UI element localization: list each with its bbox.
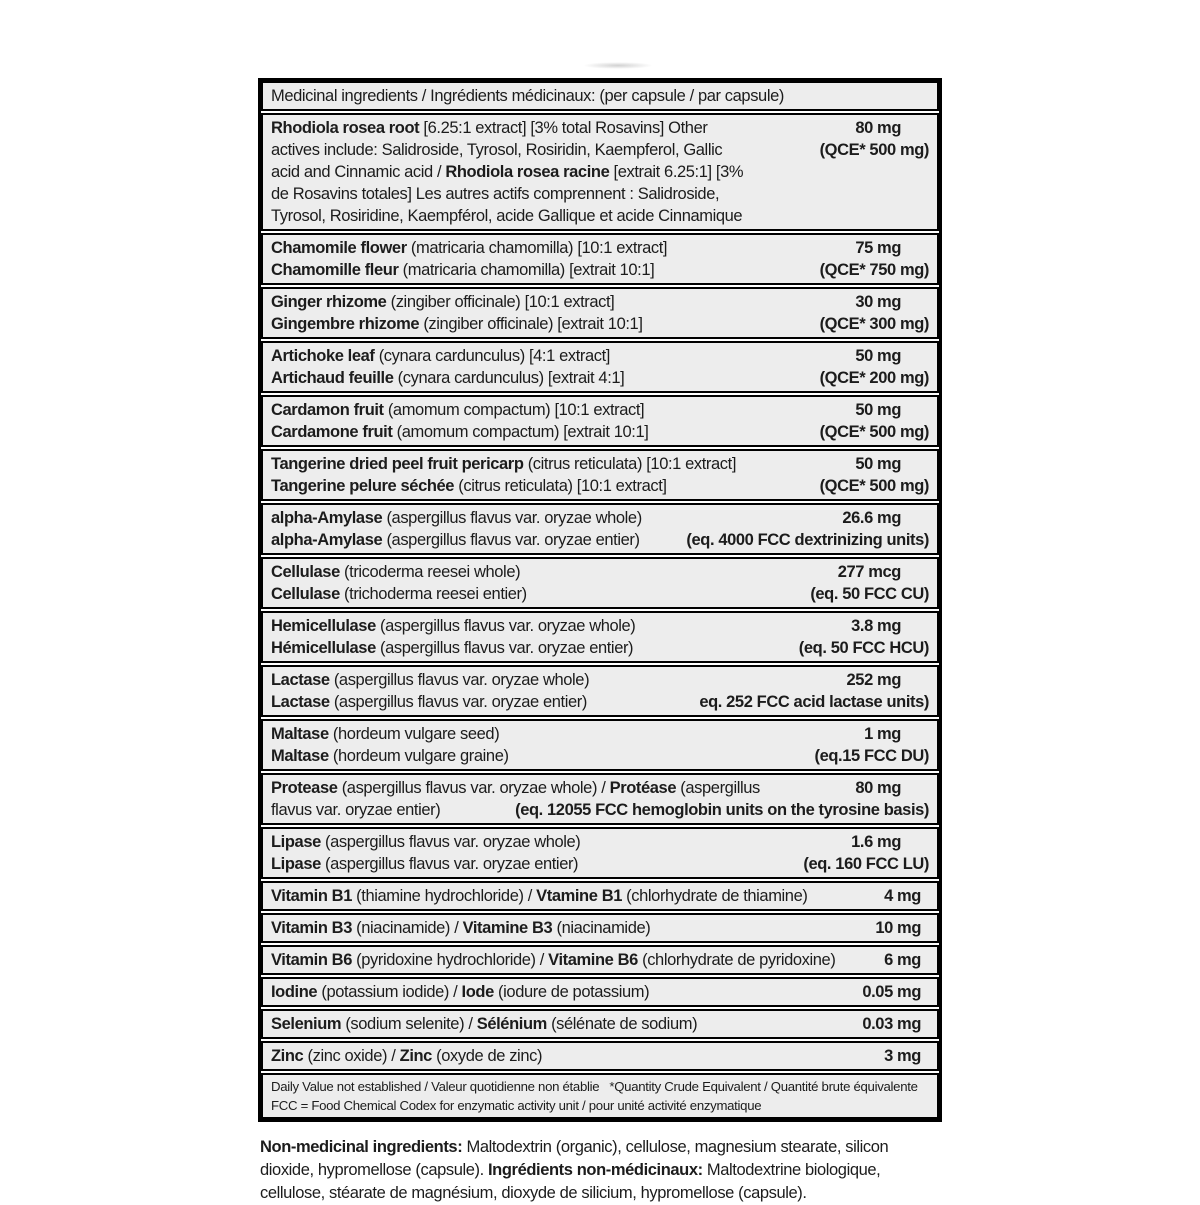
ingredient-detail: (chlorhydrate de thiamine): [622, 887, 808, 905]
ingredient-name: Iodine: [271, 983, 318, 1001]
ingredient-row-vitamin-b1: [261, 881, 939, 911]
ingredient-name: Iode: [461, 983, 494, 1001]
ingredient-detail: (potassium iodide) /: [317, 983, 462, 1001]
ingredient-row-cardamon-fruit: [261, 395, 939, 447]
ingredient-row-artichoke-leaf: [261, 341, 939, 393]
ingredient-line: [271, 1013, 929, 1035]
ingredient-text: [271, 183, 719, 205]
ingredient-row-cellulase: [261, 557, 939, 609]
ingredient-name: Vitamine B6: [548, 951, 638, 969]
amount-value: 50 mg: [855, 347, 901, 365]
ingredient-detail: (matricaria chamomilla) [10:1 extract]: [406, 239, 668, 257]
ingredient-name: Lactase: [271, 671, 330, 689]
ingredient-name: Vitamin B6: [271, 951, 352, 969]
ingredient-line: [271, 949, 929, 971]
ingredient-text: [271, 917, 650, 939]
ingredient-text: [271, 421, 648, 443]
amount-value: (QCE* 500 mg): [819, 141, 929, 159]
amount-value: 1 mg: [864, 725, 901, 743]
ingredient-name: Sélénium: [476, 1015, 547, 1033]
ingredient-line: [271, 561, 929, 583]
amount-value: 80 mg: [855, 119, 901, 137]
ingredient-row-maltase: [261, 719, 939, 771]
ingredient-detail: [6.25:1 extract] [3% total Rosavins] Other: [419, 119, 708, 137]
ingredient-detail: (matricaria chamomilla) [extrait 10:1]: [398, 261, 655, 279]
ingredient-line: [271, 507, 929, 529]
ingredient-name: Protease: [271, 779, 338, 797]
ingredient-line: [271, 291, 929, 313]
ingredient-line: [271, 831, 929, 853]
ingredient-name: Chamomile flower: [271, 239, 407, 257]
ingredient-name: Ingrédients non-médicinaux:: [488, 1161, 703, 1179]
amount-value: 75 mg: [855, 239, 901, 257]
ingredient-name: Ginger rhizome: [271, 293, 387, 311]
ingredient-name: Maltase: [271, 725, 329, 743]
ingredient-line: [271, 205, 929, 227]
ingredient-text: [271, 745, 509, 767]
ingredient-name: Cellulase: [271, 585, 340, 603]
ingredient-text: [271, 831, 580, 853]
ingredient-text: [271, 723, 499, 745]
ingredient-row-protease: [261, 773, 939, 825]
ingredient-detail: flavus var. oryzae entier): [271, 801, 441, 819]
ingredient-line: [271, 669, 929, 691]
ingredient-detail: (aspergillus: [676, 779, 760, 797]
ingredient-name: Vitamin B1: [271, 887, 352, 905]
ingredient-text: [271, 453, 736, 475]
ingredient-name: alpha-Amylase: [271, 531, 383, 549]
ingredient-detail: (sélénate de sodium): [546, 1015, 698, 1033]
ingredient-text: [271, 561, 520, 583]
ingredient-line: [271, 183, 929, 205]
ingredient-text: [271, 475, 667, 497]
ingredient-line: [271, 237, 929, 259]
ingredient-detail: (oxyde de zinc): [431, 1047, 543, 1065]
ingredient-line: [271, 421, 929, 443]
ingredient-name: Hémicellulase: [271, 639, 376, 657]
amount-value: (eq. 4000 FCC dextrinizing units): [686, 531, 929, 549]
ingredient-line: [271, 777, 929, 799]
ingredient-detail: (sodium selenite) /: [341, 1015, 477, 1033]
ingredient-line: [271, 853, 929, 875]
ingredient-detail: (aspergillus flavus var. oryzae whole): [375, 617, 636, 635]
ingredient-line: [271, 1045, 929, 1067]
ingredient-text: [271, 637, 633, 659]
ingredient-line: [271, 117, 929, 139]
ingredient-detail: Tyrosol, Rosiridine, Kaempférol, acide Gallique et acide Cinnamique: [271, 207, 743, 225]
ingredient-line: [271, 345, 929, 367]
ingredient-text: [271, 399, 644, 421]
ingredient-detail: [extrait 6.25:1] [3%: [609, 163, 744, 181]
amount-value: (eq. 12055 FCC hemoglobin units on the tyrosine basis): [515, 801, 929, 819]
ingredient-row-vitamin-b3: [261, 913, 939, 943]
ingredient-line: [271, 981, 929, 1003]
ingredient-row-vitamin-b6: [261, 945, 939, 975]
ingredient-name: Non-medicinal ingredients:: [260, 1138, 463, 1156]
amount-value: 1.6 mg: [851, 833, 901, 851]
ingredient-line: [271, 691, 929, 713]
ingredient-name: Rhodiola rosea racine: [445, 163, 610, 181]
ingredient-detail: (iodure de potassium): [493, 983, 650, 1001]
amount-value: 50 mg: [855, 455, 901, 473]
ingredient-line: [271, 475, 929, 497]
amount-value: (QCE* 500 mg): [819, 423, 929, 441]
ingredient-name: Zinc: [271, 1047, 304, 1065]
ingredient-name: Chamomille fleur: [271, 261, 399, 279]
ingredient-detail: (tricoderma reesei whole): [339, 563, 521, 581]
ingredient-text: [271, 345, 610, 367]
ingredient-detail: (pyridoxine hydrochloride) /: [351, 951, 549, 969]
ingredient-line: [271, 367, 929, 389]
ingredient-text: [271, 949, 835, 971]
ingredient-detail: (aspergillus flavus var. oryzae whole): [382, 509, 642, 527]
ingredient-detail: (aspergillus flavus var. oryzae whole): [320, 833, 581, 851]
ingredient-name: Artichoke leaf: [271, 347, 375, 365]
amount-value: (QCE* 500 mg): [819, 477, 929, 495]
ingredient-detail: (zingiber officinale) [10:1 extract]: [386, 293, 615, 311]
ingredient-name: Gingembre rhizome: [271, 315, 420, 333]
ingredient-text: [271, 777, 760, 799]
ingredient-name: Selenium: [271, 1015, 342, 1033]
ingredient-row-lactase: [261, 665, 939, 717]
ingredient-text: [271, 583, 527, 605]
ingredient-row-lipase: [261, 827, 939, 879]
ingredient-detail: (amomum compactum) [10:1 extract]: [383, 401, 645, 419]
ingredient-line: [271, 313, 929, 335]
ingredient-line: [271, 615, 929, 637]
ingredient-detail: (cynara cardunculus) [4:1 extract]: [374, 347, 610, 365]
ingredient-name: Artichaud feuille: [271, 369, 394, 387]
ingredient-name: Lipase: [271, 855, 321, 873]
amount-value: 80 mg: [855, 779, 901, 797]
ingredient-text: [271, 799, 440, 821]
ingredient-detail: (niacinamide): [552, 919, 651, 937]
ingredient-line: [271, 259, 929, 281]
ingredient-text: [271, 205, 742, 227]
amount-value: 10 mg: [875, 919, 921, 937]
amount-value: 50 mg: [855, 401, 901, 419]
ingredient-detail: (hordeum vulgare seed): [328, 725, 500, 743]
amount-value: eq. 252 FCC acid lactase units): [699, 693, 929, 711]
ingredient-detail: (aspergillus flavus var. oryzae entier): [382, 531, 640, 549]
ingredient-detail: (trichoderma reesei entier): [339, 585, 527, 603]
ingredient-name: Tangerine pelure séchée: [271, 477, 455, 495]
ingredient-text: [271, 529, 640, 551]
ingredient-detail: (citrus reticulata) [10:1 extract]: [454, 477, 667, 495]
ingredient-detail: (aspergillus flavus var. oryzae entier): [320, 855, 579, 873]
ingredient-text: [271, 1096, 761, 1115]
amount-value: (eq. 50 FCC CU): [810, 585, 929, 603]
ingredient-row-tangerine-peel: [261, 449, 939, 501]
amount-value: (eq. 50 FCC HCU): [798, 639, 929, 657]
ingredient-text: [271, 691, 587, 713]
amount-value: (QCE* 200 mg): [819, 369, 929, 387]
ingredient-text: [271, 1045, 542, 1067]
ingredient-rows: [261, 113, 939, 1119]
amount-value: (QCE* 750 mg): [819, 261, 929, 279]
ingredient-name: Cardamon fruit: [271, 401, 384, 419]
ingredient-detail: (citrus reticulata) [10:1 extract]: [523, 455, 737, 473]
non-medicinal-ingredients: [258, 1136, 942, 1205]
ingredient-text: [271, 981, 649, 1003]
ingredient-name: Rhodiola rosea root: [271, 119, 420, 137]
ingredient-text: [271, 1013, 697, 1035]
ingredient-detail: (chlorhydrate de pyridoxine): [637, 951, 836, 969]
ingredient-detail: Maltodextrine biologique, cellulose, stéarate de magnésium, dioxyde de silicium, hypromellose (capsule).: [260, 1161, 881, 1202]
ingredient-line: [271, 723, 929, 745]
ingredient-detail: Daily Value not established / Valeur quotidienne non établie *Quantity Crude Equivalent / Quantité brute équivalente: [271, 1079, 918, 1094]
ingredient-detail: acid and Cinnamic acid /: [271, 163, 446, 181]
ingredient-detail: (aspergillus flavus var. oryzae entier): [375, 639, 634, 657]
ingredient-name: Tangerine dried peel fruit pericarp: [271, 455, 524, 473]
ingredient-text: [271, 507, 642, 529]
supplement-label: [258, 78, 942, 1205]
amount-value: 252 mg: [846, 671, 901, 689]
amount-value: (eq.15 FCC DU): [814, 747, 929, 765]
ingredient-line: [271, 399, 929, 421]
ingredient-row-hemicellulase: [261, 611, 939, 663]
ingredient-detail: Maltodextrin (organic), cellulose, magnesium stearate, silicon dioxide, hypromellose (capsule).: [260, 1138, 889, 1179]
amount-value: 0.03 mg: [862, 1015, 921, 1033]
scan-artifact: [583, 62, 653, 69]
ingredient-text: [271, 1077, 918, 1096]
amount-value: 3.8 mg: [851, 617, 901, 635]
ingredient-detail: (zingiber officinale) [extrait 10:1]: [419, 315, 643, 333]
ingredient-row-ginger-rhizome: [261, 287, 939, 339]
amount-value: 3 mg: [884, 1047, 921, 1065]
ingredient-line: [271, 139, 929, 161]
ingredient-line: [271, 529, 929, 551]
ingredient-name: Vtamine B1: [536, 887, 622, 905]
ingredient-text: [271, 853, 578, 875]
ingredient-text: [271, 885, 807, 907]
ingredient-name: Maltase: [271, 747, 329, 765]
ingredient-row-footnotes: [261, 1073, 939, 1119]
ingredient-detail: (amomum compactum) [extrait 10:1]: [392, 423, 649, 441]
ingredient-name: Protéase: [609, 779, 677, 797]
ingredient-row-iodine: [261, 977, 939, 1007]
ingredient-text: [271, 367, 624, 389]
ingredient-detail: (aspergillus flavus var. oryzae whole) /: [337, 779, 610, 797]
amount-value: (eq. 160 FCC LU): [803, 855, 929, 873]
ingredient-line: [271, 885, 929, 907]
ingredient-detail: (aspergillus flavus var. oryzae whole): [329, 671, 590, 689]
ingredient-line: [271, 745, 929, 767]
amount-value: 4 mg: [884, 887, 921, 905]
ingredient-name: Lactase: [271, 693, 330, 711]
ingredient-line: [271, 637, 929, 659]
amount-value: (QCE* 300 mg): [819, 315, 929, 333]
ingredient-detail: (thiamine hydrochloride) /: [351, 887, 537, 905]
ingredient-line: [271, 799, 929, 821]
ingredient-line: [271, 917, 929, 939]
ingredient-name: Lipase: [271, 833, 321, 851]
ingredient-detail: FCC = Food Chemical Codex for enzymatic activity unit / pour unité activité enzymatique: [271, 1098, 762, 1113]
ingredient-name: Zinc: [399, 1047, 432, 1065]
ingredient-detail: de Rosavins totales] Les autres actifs comprennent : Salidroside,: [271, 185, 720, 203]
ingredient-name: Hemicellulase: [271, 617, 376, 635]
ingredient-name: Vitamine B3: [462, 919, 553, 937]
amount-value: 277 mcg: [837, 563, 901, 581]
ingredient-detail: (zinc oxide) /: [303, 1047, 400, 1065]
ingredient-line: [271, 161, 929, 183]
ingredient-detail: (cynara cardunculus) [extrait 4:1]: [393, 369, 625, 387]
ingredient-detail: (niacinamide) /: [351, 919, 463, 937]
ingredients-table: [258, 78, 942, 1122]
amount-value: 0.05 mg: [862, 983, 921, 1001]
ingredient-row-alpha-amylase: [261, 503, 939, 555]
ingredient-detail: (hordeum vulgare graine): [328, 747, 509, 765]
ingredient-row-zinc: [261, 1041, 939, 1071]
ingredient-row-selenium: [261, 1009, 939, 1039]
ingredient-text: [271, 259, 654, 281]
ingredient-text: [271, 313, 643, 335]
ingredient-text: [271, 117, 707, 139]
ingredient-detail: (aspergillus flavus var. oryzae entier): [329, 693, 587, 711]
ingredient-row-rhodiola-rosea-root: [261, 113, 939, 231]
ingredient-text: [271, 291, 614, 313]
ingredient-name: Cardamone fruit: [271, 423, 393, 441]
ingredient-name: Cellulase: [271, 563, 340, 581]
amount-value: 6 mg: [884, 951, 921, 969]
ingredient-text: [271, 237, 667, 259]
ingredient-text: [271, 139, 722, 161]
amount-value: 26.6 mg: [842, 509, 901, 527]
ingredient-row-chamomile-flower: [261, 233, 939, 285]
ingredient-text: [271, 161, 743, 183]
ingredient-line: [271, 1096, 929, 1115]
ingredient-line: [271, 583, 929, 605]
ingredient-text: [271, 669, 589, 691]
ingredient-text: [271, 615, 635, 637]
table-header: Medicinal ingredients / Ingrédients médicinaux: (per capsule / par capsule): [261, 81, 939, 111]
ingredient-line: [271, 453, 929, 475]
ingredient-detail: actives include: Salidroside, Tyrosol, Rosiridin, Kaempferol, Gallic: [271, 141, 723, 159]
ingredient-line: [271, 1077, 929, 1096]
amount-value: 30 mg: [855, 293, 901, 311]
ingredient-name: alpha-Amylase: [271, 509, 383, 527]
ingredient-name: Vitamin B3: [271, 919, 352, 937]
